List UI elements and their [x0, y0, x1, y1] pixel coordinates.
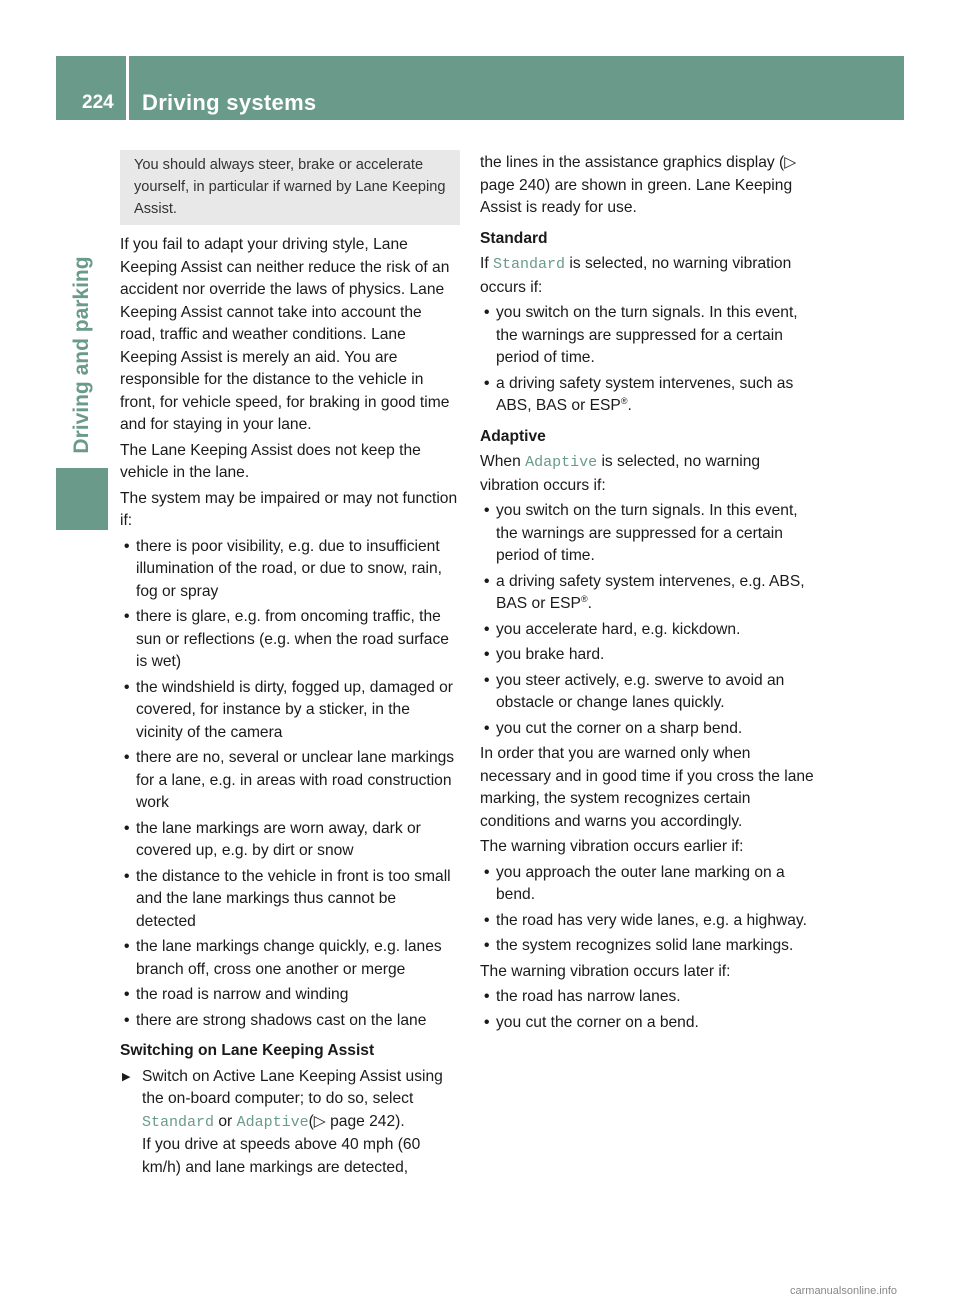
list-item: • the lane markings change quickly, e.g. lanes branch off, cross one another or merge — [120, 936, 460, 981]
text: When — [480, 453, 521, 470]
list-item: • you switch on the turn signals. In this event, the warnings are suppressed for a certain period of time. — [480, 500, 815, 568]
paragraph: the lines in the assistance graphics display (▷ page 240) are shown in green. Lane Keeping Assist is ready for use. — [480, 154, 797, 216]
paragraph — [480, 253, 815, 299]
menu-option-standard: Standard — [493, 256, 566, 273]
list-item: • there is glare, e.g. from oncoming traffic, the sun or reflections (e.g. when the road surface is wet) — [120, 606, 460, 674]
list-item: • the windshield is dirty, fogged up, damaged or covered, for instance by a sticker, in the vicinity of the camera — [120, 677, 460, 745]
list-item: • you steer actively, e.g. swerve to avoid an obstacle or change lanes quickly. — [480, 670, 815, 715]
section-heading-standard: Standard — [480, 229, 548, 247]
watermark: carmanualsonline.info — [790, 1285, 898, 1297]
right-column — [480, 152, 815, 1037]
paragraph: If you fail to adapt your driving style, Lane Keeping Assist can neither reduce the risk of an accident nor override the laws of physics. Lane Keeping Assist cannot take into account the road, traffic and weather conditions. Lane Keeping Assist is merely an aid. You are responsible for the distance to the vehicle in front, for vehicle speed, for braking in good time and for staying in your lane. — [120, 236, 450, 433]
left-column — [120, 150, 460, 1182]
text: a driving safety system intervenes, e.g. ABS, BAS or ESP — [496, 572, 805, 612]
menu-option-standard: Standard — [142, 1113, 215, 1131]
paragraph — [480, 451, 815, 497]
text: is selected, no warning vibration occurs if: — [480, 453, 761, 494]
list-item — [480, 373, 815, 418]
step-result: If you drive at speeds above 40 mph (60 km/h) and lane markings are detected, — [142, 1136, 421, 1176]
warning-note: You should always steer, brake or accelerate yourself, in particular if warned by Lane Keeping Assist. — [120, 150, 460, 225]
page-number: 224 — [82, 92, 114, 113]
paragraph: The Lane Keeping Assist does not keep the vehicle in the lane. — [120, 441, 421, 481]
text: . — [627, 397, 632, 414]
side-tab-marker — [56, 468, 108, 530]
list-item: • the road is narrow and winding — [120, 984, 460, 1007]
text: . — [587, 595, 592, 612]
paragraph: The warning vibration occurs later if: — [480, 962, 731, 980]
list-item: • you accelerate hard, e.g. kickdown. — [480, 619, 815, 642]
header-divider — [126, 56, 129, 120]
paragraph: The system may be impaired or may not function if: — [120, 489, 458, 529]
list-item: • you cut the corner on a sharp bend. — [480, 718, 815, 741]
text: a driving safety system intervenes, such as ABS, BAS or ESP — [496, 374, 794, 414]
section-heading-adaptive: Adaptive — [480, 427, 546, 445]
list-item: • there is poor visibility, e.g. due to insufficient illumination of the road, or due to snow, rain, fog or spray — [120, 536, 460, 604]
page-reference: (▷ page 242). — [308, 1112, 405, 1130]
list-item: • the road has very wide lanes, e.g. a highway. — [480, 910, 815, 933]
text: If — [480, 255, 489, 272]
paragraph: The warning vibration occurs earlier if: — [480, 838, 744, 855]
registered-mark: ® — [580, 593, 588, 604]
text: is selected, no warning vibration occurs if: — [480, 255, 792, 296]
list-item: • you approach the outer lane marking on a bend. — [480, 862, 815, 907]
menu-option-adaptive: Adaptive — [236, 1113, 309, 1131]
list-item: • the road has narrow lanes. — [480, 986, 815, 1009]
list-item: • you cut the corner on a bend. — [480, 1012, 815, 1035]
list-item: • the distance to the vehicle in front is too small and the lane markings thus cannot be detected — [120, 866, 460, 934]
step-or: or — [218, 1112, 233, 1130]
list-item: • the system recognizes solid lane markings. — [480, 935, 815, 958]
registered-mark: ® — [620, 395, 628, 406]
section-title: Driving systems — [142, 90, 317, 115]
list-item: • the lane markings are worn away, dark or covered up, e.g. by dirt or snow — [120, 818, 460, 863]
menu-option-adaptive: Adaptive — [525, 454, 598, 471]
list-item: • there are strong shadows cast on the lane — [120, 1010, 460, 1033]
list-item — [480, 571, 815, 616]
section-heading: Switching on Lane Keeping Assist — [120, 1042, 375, 1059]
step-text: Switch on Active Lane Keeping Assist using the on-board computer; to do so, select — [142, 1067, 443, 1107]
side-tab-label: Driving and parking — [70, 256, 93, 454]
paragraph: In order that you are warned only when necessary and in good time if you cross the lane marking, the system recognizes certain conditions and warns you accordingly. — [480, 745, 814, 830]
list-item: • there are no, several or unclear lane markings for a lane, e.g. in areas with road construction work — [120, 747, 460, 815]
list-item: • you switch on the turn signals. In this event, the warnings are suppressed for a certain period of time. — [480, 302, 815, 370]
instruction-step — [120, 1066, 460, 1180]
list-item: • you brake hard. — [480, 644, 815, 667]
